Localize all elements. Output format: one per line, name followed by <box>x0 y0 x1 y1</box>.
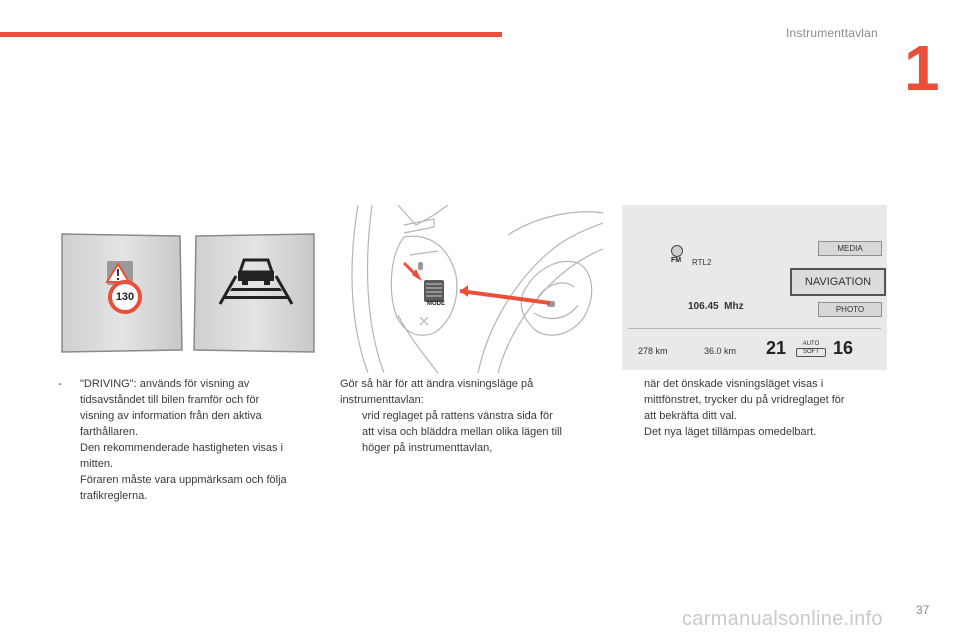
climate-mode-badge <box>796 341 826 357</box>
text-line: trafikreglerna. <box>80 490 148 502</box>
driving-mode-description <box>58 376 318 504</box>
text-line: att visa och bläddra mellan olika lägen till <box>362 426 562 438</box>
display-divider <box>628 328 881 329</box>
text-line: höger på instrumenttavlan, <box>362 442 493 454</box>
confirm-mode-instructions <box>622 376 887 440</box>
text-line: mitten. <box>80 458 114 470</box>
text-line: när det önskade visningsläget visas i <box>644 378 824 390</box>
text-line: Det nya läget tillämpas omedelbart. <box>644 426 817 438</box>
list-item <box>340 408 602 456</box>
speed-limit-sign <box>108 280 142 314</box>
car-following-distance-icon <box>216 256 296 306</box>
media-button: MEDIA <box>818 241 882 256</box>
text-line: farthållaren. <box>80 426 139 438</box>
list-item <box>622 376 887 424</box>
page-number: 37 <box>916 603 930 617</box>
text-line: vrid reglaget på rattens vänstra sida för <box>362 410 553 422</box>
steering-wheel-control-illustration <box>338 205 603 373</box>
text-line: "DRIVING": används för visning av <box>80 378 250 390</box>
text-line: Gör så här för att ändra visningsläge på <box>340 378 534 390</box>
station-name: RTL2 <box>692 258 712 267</box>
mode-label: MODE <box>427 301 445 307</box>
driving-mode-illustration <box>58 230 318 356</box>
text-line: att bekräfta ditt val. <box>644 410 737 422</box>
header-accent-bar <box>0 32 502 37</box>
radio-icon <box>671 245 683 257</box>
trip-distance: 278 km <box>638 346 668 356</box>
speed-limit-value: 130 <box>115 291 135 303</box>
text-line: visning av information från den aktiva <box>80 410 262 422</box>
text-line: tidsavståndet till bilen framför och för <box>80 394 260 406</box>
photo-button: PHOTO <box>818 302 882 317</box>
range-distance: 36.0 km <box>704 346 737 356</box>
text-line: Den rekommenderade hastigheten visas i <box>80 442 284 454</box>
section-title: Instrumenttavlan <box>786 26 878 40</box>
source-fm: FM <box>670 257 682 264</box>
change-mode-instructions <box>340 376 602 456</box>
list-item <box>58 376 318 504</box>
radio-source-badge <box>666 245 686 267</box>
frequency: 106.45 Mhz <box>688 301 744 312</box>
instrument-display-illustration <box>622 205 887 370</box>
navigation-button: NAVIGATION <box>790 268 886 296</box>
watermark: carmanualsonline.info <box>682 608 883 630</box>
climate-auto: AUTO <box>802 341 820 347</box>
chapter-number: 1 <box>904 32 940 104</box>
text-line: mittfönstret, trycker du på vridreglaget för <box>644 394 845 406</box>
text-line: instrumenttavlan: <box>340 394 424 406</box>
text-line: Föraren måste vara uppmärksam och följa <box>80 474 287 486</box>
climate-soft: SOFT <box>796 348 826 357</box>
list-item <box>622 424 887 440</box>
dash-marker: - <box>58 378 62 390</box>
temperature-right: 16 <box>833 338 854 358</box>
temperature-left: 21 <box>766 338 787 358</box>
